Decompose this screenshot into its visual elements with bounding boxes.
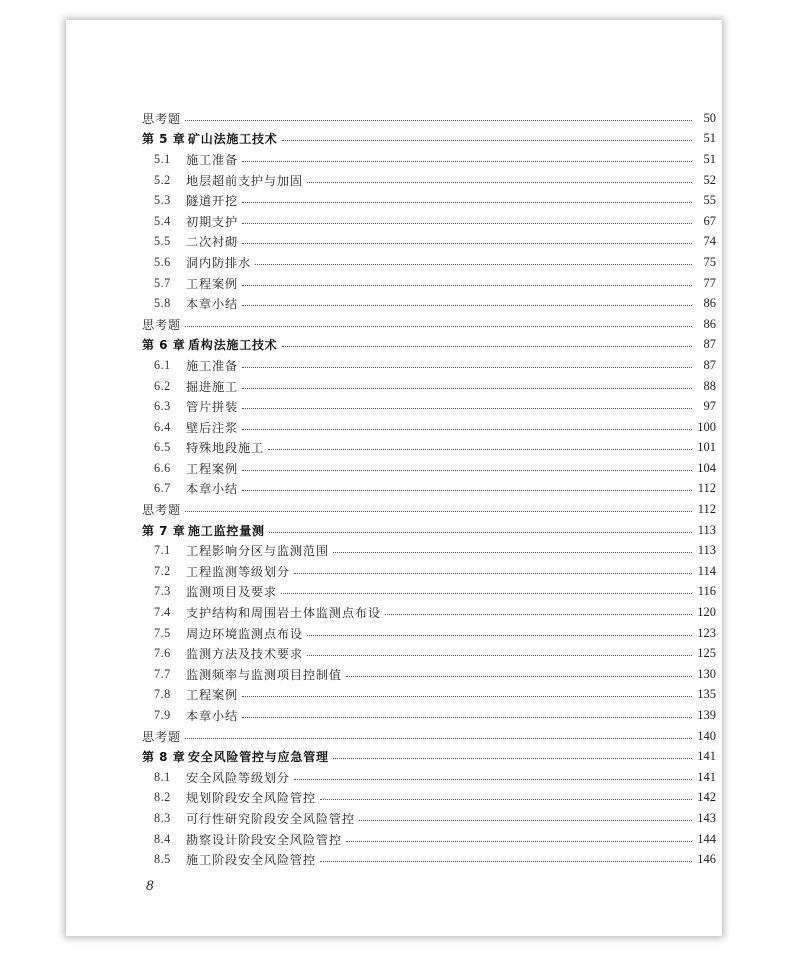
toc-entry-row	[142, 499, 716, 520]
entry-title: 监测项目及要求	[186, 585, 277, 600]
toc-entry-row	[142, 726, 716, 747]
section-number: 7.5	[154, 625, 171, 640]
book-page	[66, 20, 722, 936]
dot-leader	[281, 593, 692, 594]
dot-leader	[242, 367, 692, 368]
dot-leader	[320, 861, 692, 862]
entry-title: 本章小结	[186, 709, 238, 724]
dot-leader	[242, 223, 692, 224]
page-ref: 52	[703, 172, 716, 187]
toc-entry-row	[142, 623, 716, 644]
page-ref: 142	[697, 790, 716, 805]
section-number: 7.8	[154, 687, 171, 702]
page-ref: 144	[697, 831, 716, 846]
section-number: 7.7	[154, 666, 171, 681]
dot-leader	[242, 429, 692, 430]
entry-title: 安全风险等级划分	[186, 770, 290, 785]
toc-entry-row	[142, 829, 716, 850]
dot-leader	[242, 388, 692, 389]
page-ref: 104	[697, 460, 716, 475]
section-number: 5.3	[154, 193, 171, 208]
page-ref: 97	[703, 399, 716, 414]
page-ref: 114	[697, 563, 716, 578]
page-ref: 88	[703, 378, 716, 393]
entry-title: 施工准备	[186, 152, 238, 167]
dot-leader	[333, 758, 692, 759]
section-number: 6.4	[154, 419, 171, 434]
entry-title: 周边环境监测点布设	[186, 626, 303, 641]
page-ref: 74	[703, 234, 716, 249]
entry-title: 勘察设计阶段安全风险管控	[186, 832, 342, 847]
entry-title: 工程监测等级划分	[186, 564, 290, 579]
dot-leader	[307, 655, 692, 656]
toc-entry-row	[142, 458, 716, 479]
dot-leader	[385, 614, 692, 615]
entry-title: 工程案例	[186, 276, 238, 291]
toc-entry-row	[142, 788, 716, 809]
chapter-title: 盾构法施工技术	[188, 338, 278, 353]
page-ref: 141	[697, 749, 716, 764]
toc-entry-row	[142, 808, 716, 829]
chapter-title: 安全风险管控与应急管理	[188, 750, 329, 765]
toc-entry-row	[142, 438, 716, 459]
toc-entry-row	[142, 643, 716, 664]
entry-title: 工程案例	[186, 688, 238, 703]
section-number: 8.1	[154, 769, 171, 784]
page-ref: 75	[703, 254, 716, 269]
section-number: 6.7	[154, 481, 171, 496]
section-number: 8.5	[154, 852, 171, 867]
toc-entry-row	[142, 705, 716, 726]
dot-leader	[242, 490, 692, 491]
dot-leader	[307, 182, 692, 183]
toc-entry-row	[142, 479, 716, 500]
section-number: 5.2	[154, 172, 171, 187]
dot-leader	[185, 120, 692, 121]
entry-title: 思考题	[142, 317, 181, 332]
page-ref: 141	[697, 769, 716, 784]
page-ref: 86	[703, 316, 716, 331]
section-number: 6.2	[154, 378, 171, 393]
page-ref: 139	[697, 708, 716, 723]
section-number: 8.3	[154, 810, 171, 825]
dot-leader	[242, 305, 692, 306]
dot-leader	[242, 161, 692, 162]
page-ref: 120	[697, 605, 716, 620]
page-ref: 112	[697, 481, 716, 496]
page-ref: 130	[697, 666, 716, 681]
page-ref: 51	[703, 131, 716, 146]
page-ref: 101	[697, 440, 716, 455]
section-number: 5.1	[154, 151, 171, 166]
entry-title: 二次衬砌	[186, 235, 238, 250]
section-number: 8.4	[154, 831, 171, 846]
section-number: 7.6	[154, 646, 171, 661]
section-number: 6.1	[154, 357, 171, 372]
section-number: 8.2	[154, 790, 171, 805]
toc-entry-row	[142, 314, 716, 335]
entry-title: 本章小结	[186, 297, 238, 312]
section-number: 6.3	[154, 399, 171, 414]
page-ref: 112	[697, 502, 716, 517]
section-number: 7.9	[154, 708, 171, 723]
toc-entry-row	[142, 396, 716, 417]
page-ref: 116	[697, 584, 716, 599]
dot-leader	[346, 841, 692, 842]
entry-title: 支护结构和周围岩土体监测点布设	[186, 606, 381, 621]
entry-title: 思考题	[142, 503, 181, 518]
entry-title: 施工准备	[186, 358, 238, 373]
toc-entry-row	[142, 170, 716, 191]
section-number: 7.3	[154, 584, 171, 599]
dot-leader	[255, 264, 692, 265]
dot-leader	[282, 346, 692, 347]
dot-leader	[333, 552, 692, 553]
chapter-number: 第 5 章	[142, 132, 186, 147]
toc-entry-row	[142, 108, 716, 129]
toc-entry-row	[142, 664, 716, 685]
page-number: 8	[146, 878, 154, 894]
section-number: 5.8	[154, 296, 171, 311]
entry-title: 洞内防排水	[186, 255, 251, 270]
section-number: 7.2	[154, 563, 171, 578]
entry-title: 思考题	[142, 111, 181, 126]
entry-title: 管片拼装	[186, 400, 238, 415]
entry-title: 思考题	[142, 729, 181, 744]
page-ref: 87	[703, 337, 716, 352]
entry-title: 可行性研究阶段安全风险管控	[186, 811, 355, 826]
entry-title: 地层超前支护与加固	[186, 173, 303, 188]
entry-title: 特殊地段施工	[186, 441, 264, 456]
entry-title: 壁后注浆	[186, 420, 238, 435]
toc-entry-row	[142, 376, 716, 397]
toc-entry-row	[142, 355, 716, 376]
page-ref: 87	[703, 357, 716, 372]
page-ref: 86	[703, 296, 716, 311]
page-ref: 125	[697, 646, 716, 661]
entry-title: 隧道开挖	[186, 194, 238, 209]
entry-title: 工程案例	[186, 461, 238, 476]
page-ref: 140	[697, 728, 716, 743]
chapter-title: 矿山法施工技术	[188, 132, 278, 147]
dot-leader	[185, 738, 692, 739]
toc-entry-row	[142, 540, 716, 561]
dot-leader	[185, 326, 692, 327]
chapter-title: 施工监控量测	[188, 523, 265, 538]
page-ref: 143	[697, 810, 716, 825]
dot-leader	[307, 635, 692, 636]
dot-leader	[268, 449, 692, 450]
page-ref: 77	[703, 275, 716, 290]
dot-leader	[242, 696, 692, 697]
dot-leader	[294, 573, 692, 574]
entry-title: 施工阶段安全风险管控	[186, 853, 316, 868]
entry-title: 初期支护	[186, 214, 238, 229]
section-number: 6.6	[154, 460, 171, 475]
page-ref: 123	[697, 625, 716, 640]
toc-entry-row	[142, 849, 716, 870]
toc-entry-row	[142, 767, 716, 788]
toc-entry-row	[142, 190, 716, 211]
toc-entry-row	[142, 293, 716, 314]
entry-title: 工程影响分区与监测范围	[186, 544, 329, 559]
page-ref: 67	[703, 213, 716, 228]
toc-entry-row	[142, 582, 716, 603]
dot-leader	[269, 532, 692, 533]
section-number: 7.1	[154, 543, 171, 558]
toc-entry-row	[142, 602, 716, 623]
dot-leader	[242, 717, 692, 718]
dot-leader	[359, 820, 692, 821]
section-number: 5.6	[154, 254, 171, 269]
entry-title: 监测方法及技术要求	[186, 647, 303, 662]
entry-title: 掘进施工	[186, 379, 238, 394]
section-number: 7.4	[154, 605, 171, 620]
chapter-number: 第 6 章	[142, 338, 186, 353]
page-ref: 113	[697, 522, 716, 537]
page-ref: 113	[697, 543, 716, 558]
toc-entry-row	[142, 232, 716, 253]
dot-leader	[242, 470, 692, 471]
dot-leader	[242, 243, 692, 244]
entry-title: 本章小结	[186, 482, 238, 497]
toc-entry-row	[142, 149, 716, 170]
dot-leader	[242, 202, 692, 203]
page-ref: 51	[703, 151, 716, 166]
toc-entry-row	[142, 685, 716, 706]
page-ref: 50	[703, 110, 716, 125]
toc-entry-row	[142, 252, 716, 273]
toc-chapter-row	[142, 746, 716, 767]
dot-leader	[320, 799, 692, 800]
toc-entry-row	[142, 273, 716, 294]
section-number: 5.5	[154, 234, 171, 249]
dot-leader	[346, 676, 692, 677]
section-number: 5.7	[154, 275, 171, 290]
page-ref: 100	[697, 419, 716, 434]
page-ref: 55	[703, 193, 716, 208]
table-of-contents	[142, 108, 716, 870]
dot-leader	[282, 140, 692, 141]
dot-leader	[242, 408, 692, 409]
dot-leader	[185, 511, 692, 512]
toc-chapter-row	[142, 520, 716, 541]
entry-title: 规划阶段安全风险管控	[186, 791, 316, 806]
entry-title: 监测频率与监测项目控制值	[186, 667, 342, 682]
chapter-number: 第 7 章	[142, 523, 186, 538]
dot-leader	[242, 285, 692, 286]
page-ref: 146	[697, 852, 716, 867]
toc-entry-row	[142, 211, 716, 232]
toc-entry-row	[142, 561, 716, 582]
chapter-number: 第 8 章	[142, 750, 186, 765]
page-ref: 135	[697, 687, 716, 702]
toc-chapter-row	[142, 129, 716, 150]
dot-leader	[294, 779, 692, 780]
section-number: 5.4	[154, 213, 171, 228]
toc-entry-row	[142, 417, 716, 438]
section-number: 6.5	[154, 440, 171, 455]
toc-chapter-row	[142, 335, 716, 356]
